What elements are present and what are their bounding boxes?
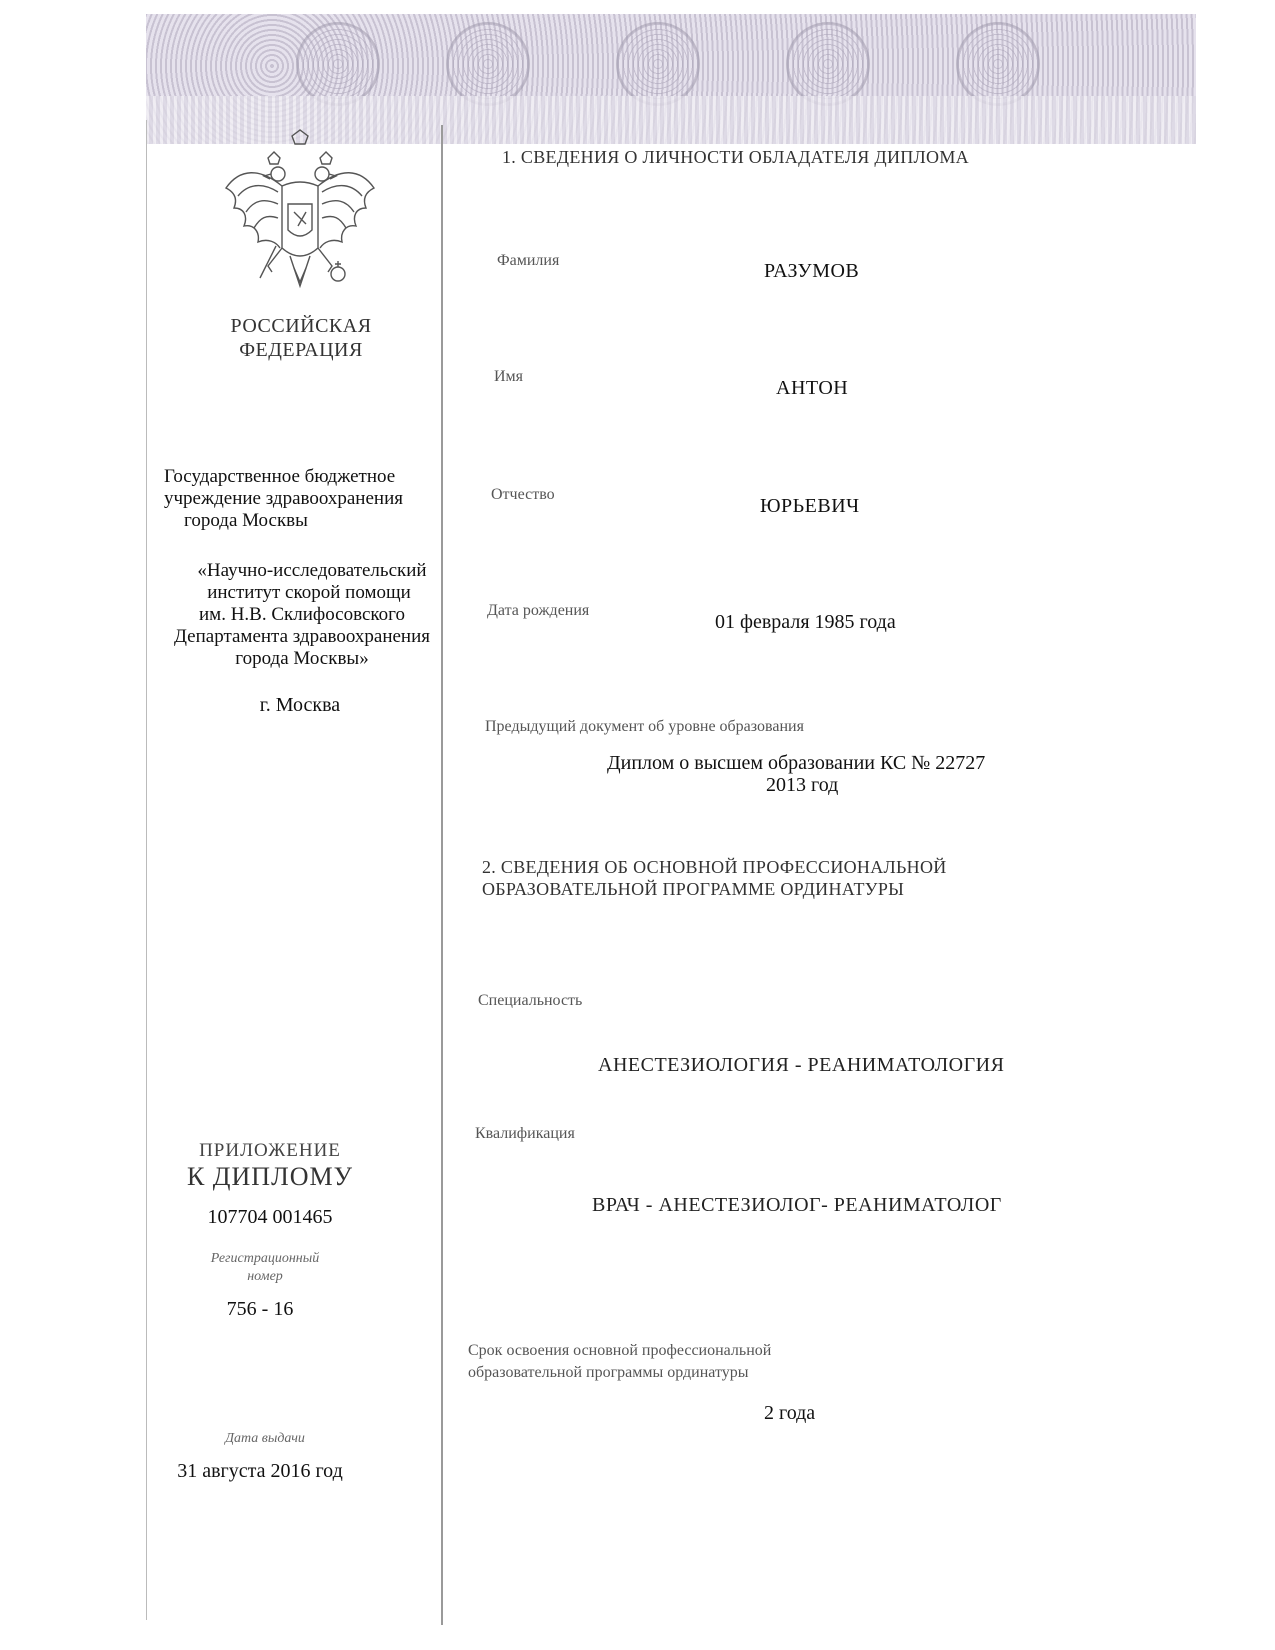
- specialty-label: Специальность: [478, 992, 583, 1009]
- org-line-3: города Москвы: [184, 510, 308, 531]
- registration-label-line-1: Регистрационный: [210, 1251, 320, 1266]
- issue-date-label: Дата выдачи: [225, 1431, 305, 1446]
- program-term-label-line-1: Срок освоения основной профессиональной: [468, 1342, 772, 1359]
- rosette-ornament: [786, 22, 870, 106]
- patronymic-value: ЮРЬЕВИЧ: [760, 495, 860, 517]
- issue-city: г. Москва: [259, 694, 341, 716]
- program-term-value: 2 года: [764, 1402, 816, 1424]
- birth-date-label: Дата рождения: [487, 602, 590, 619]
- rosette-ornament: [956, 22, 1040, 106]
- appendix-title-line-2: К ДИПЛОМУ: [186, 1162, 354, 1191]
- inst-line-4: Департамента здравоохранения: [173, 626, 431, 647]
- name-label: Имя: [494, 368, 524, 385]
- surname-label: Фамилия: [497, 252, 560, 269]
- birth-date-value: 01 февраля 1985 года: [715, 611, 896, 633]
- qualification-label: Квалификация: [475, 1125, 575, 1142]
- country-line-1: РОССИЙСКАЯ: [230, 315, 372, 337]
- country-name: [196, 314, 406, 362]
- appendix-title-line-1: ПРИЛОЖЕНИЕ: [199, 1140, 341, 1161]
- registration-label: [185, 1250, 345, 1286]
- registration-number: 756 - 16: [226, 1298, 294, 1320]
- section-2-title: [482, 856, 947, 900]
- rosette-ornament: [616, 22, 700, 106]
- inst-line-1: «Научно-исследовательский: [197, 560, 427, 581]
- inst-line-5: города Москвы»: [235, 648, 369, 669]
- rosette-ornament: [446, 22, 530, 106]
- double-headed-eagle-icon: [220, 128, 380, 308]
- guilloche-band: [146, 14, 1196, 144]
- program-term-label: [468, 1340, 771, 1384]
- inst-line-2: институт скорой помощи: [207, 582, 411, 603]
- center-fold-line: [441, 125, 443, 1625]
- previous-document-year: 2013 год: [766, 774, 839, 796]
- organization-name: [164, 466, 403, 532]
- registration-label-line-2: номер: [247, 1269, 283, 1284]
- section-2-line-2: ОБРАЗОВАТЕЛЬНОЙ ПРОГРАММЕ ОРДИНАТУРЫ: [482, 879, 905, 899]
- org-line-2: учреждение здравоохранения: [164, 488, 403, 509]
- country-line-2: ФЕДЕРАЦИЯ: [239, 339, 363, 361]
- surname-value: РАЗУМОВ: [764, 260, 860, 282]
- previous-document-value: Диплом о высшем образовании КС № 22727: [607, 752, 986, 774]
- specialty-value: АНЕСТЕЗИОЛОГИЯ - РЕАНИМАТОЛОГИЯ: [598, 1054, 1005, 1076]
- institute-name: [162, 560, 442, 670]
- section-1-title: 1. СВЕДЕНИЯ О ЛИЧНОСТИ ОБЛАДАТЕЛЯ ДИПЛОМА: [502, 147, 969, 167]
- section-2-line-1: 2. СВЕДЕНИЯ ОБ ОСНОВНОЙ ПРОФЕССИОНАЛЬНОЙ: [482, 857, 947, 877]
- patronymic-label: Отчество: [491, 486, 555, 503]
- qualification-value: ВРАЧ - АНЕСТЕЗИОЛОГ- РЕАНИМАТОЛОГ: [592, 1194, 1002, 1216]
- org-line-1: Государственное бюджетное: [164, 466, 396, 487]
- previous-document-label: Предыдущий документ об уровне образования: [485, 718, 804, 735]
- left-edge-line: [146, 120, 147, 1620]
- program-term-label-line-2: образовательной программы ординатуры: [468, 1364, 749, 1381]
- issue-date: 31 августа 2016 год: [177, 1460, 343, 1482]
- rosette-ornament: [296, 22, 380, 106]
- inst-line-3: им. Н.В. Склифосовского: [199, 604, 405, 625]
- appendix-number: 107704 001465: [207, 1206, 333, 1228]
- name-value: АНТОН: [776, 377, 849, 399]
